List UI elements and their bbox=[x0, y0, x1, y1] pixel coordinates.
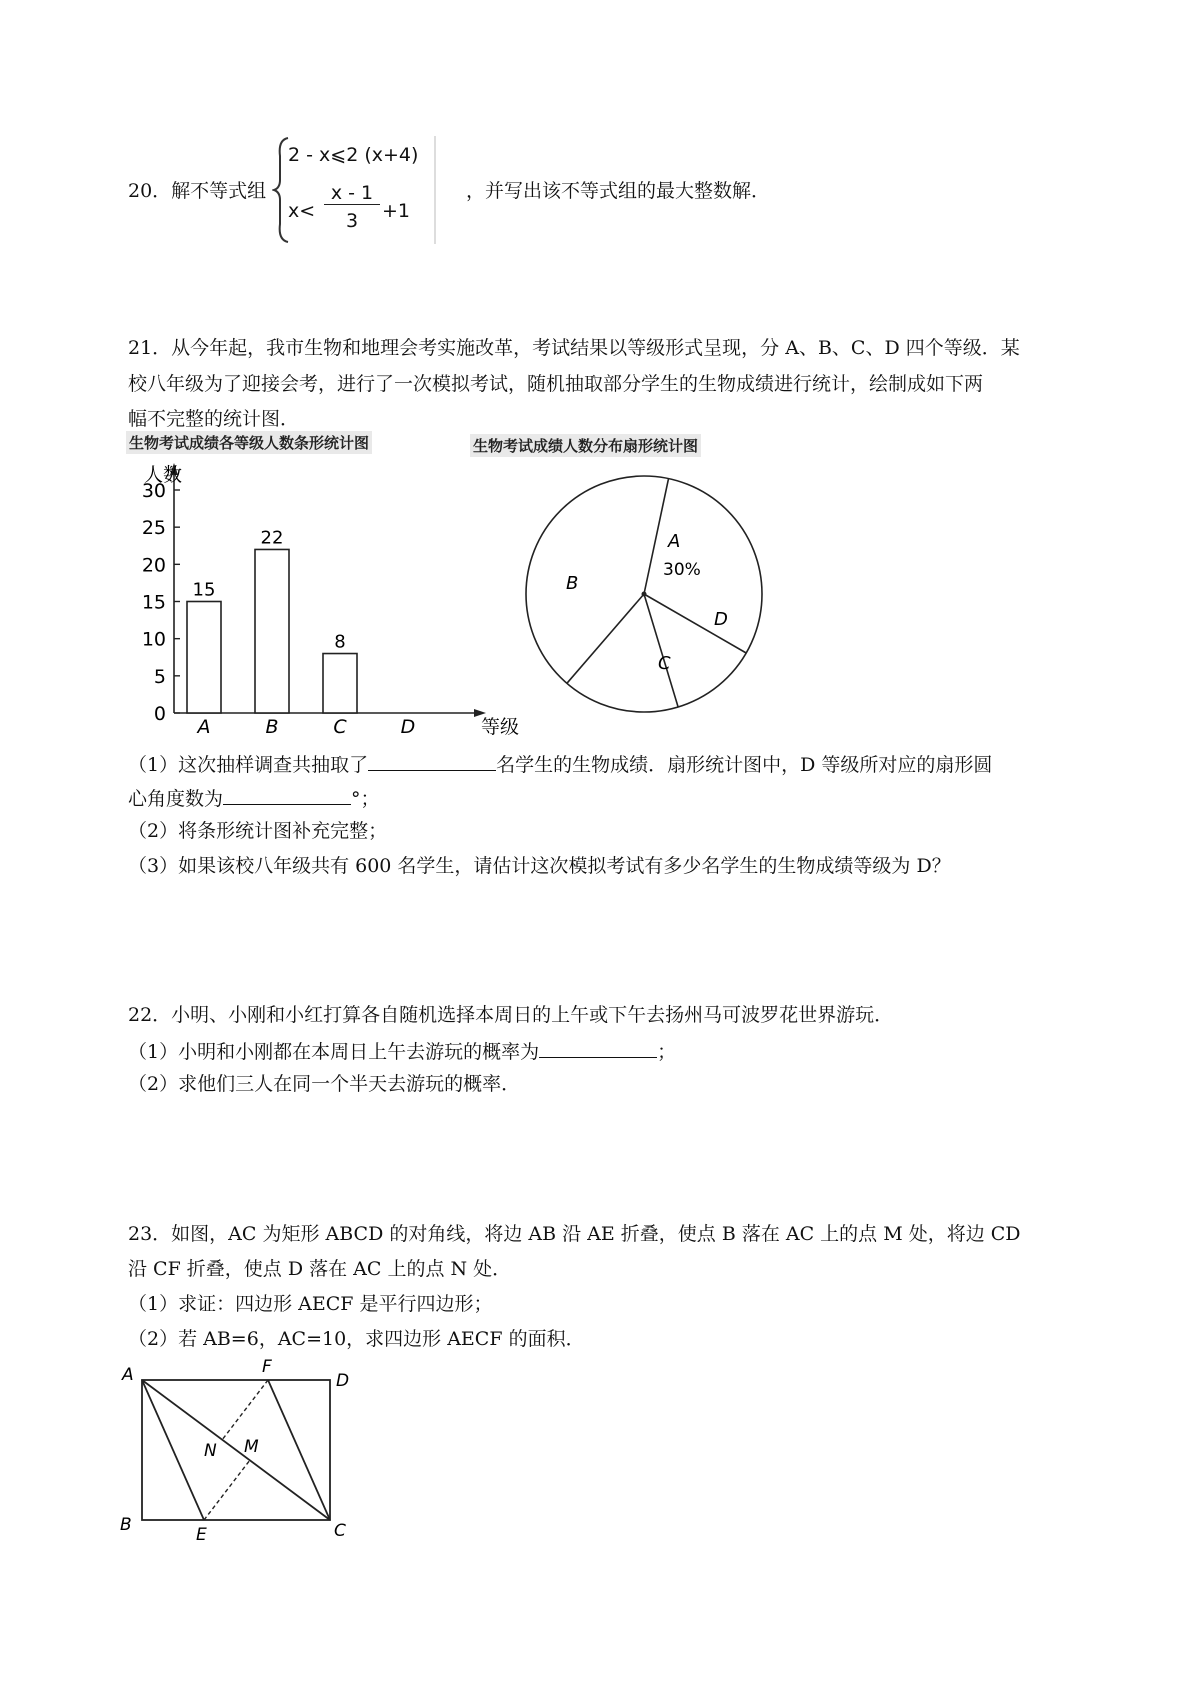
x-category-label-b: B bbox=[265, 716, 279, 738]
label-n: N bbox=[204, 1441, 217, 1461]
fold-line-ae bbox=[142, 1380, 204, 1520]
x-category-label-d: D bbox=[400, 716, 416, 738]
inequality-system bbox=[272, 136, 457, 244]
q22-sub1-part-b: ； bbox=[657, 1041, 677, 1063]
label-a: A bbox=[122, 1365, 134, 1385]
q21-sub2: （2）将条形统计图补充完整； bbox=[128, 820, 388, 842]
pie-chart bbox=[520, 470, 770, 730]
q21-sub1-part-d: °； bbox=[351, 788, 380, 810]
label-b: B bbox=[120, 1515, 132, 1535]
q21-sub3: （3）如果该校八年级共有 600 名学生，请估计这次模拟考试有多少名学生的生物成绩等级为 D？ bbox=[128, 855, 951, 877]
y-tick-label: 5 bbox=[153, 665, 166, 688]
bar-c bbox=[323, 654, 357, 713]
q20-suffix: ，并写出该不等式组的最大整数解． bbox=[466, 180, 771, 202]
label-e: E bbox=[196, 1525, 207, 1545]
pie-label-d: D bbox=[714, 609, 728, 630]
y-axis-label: 人数 bbox=[144, 464, 183, 486]
q21-line-1: 21．从今年起，我市生物和地理会考实施改革，考试结果以等级形式呈现，分 A、B、C、D 四个等级．某 bbox=[128, 337, 1020, 359]
pie-annotation-a: 30% bbox=[663, 560, 701, 580]
bar-a bbox=[187, 602, 221, 714]
y-tick-label: 10 bbox=[141, 628, 166, 651]
fraction-denominator: 3 bbox=[345, 210, 359, 232]
label-d: D bbox=[336, 1371, 350, 1391]
dashed-fn bbox=[222, 1380, 268, 1440]
y-tick-label: 15 bbox=[141, 591, 166, 614]
label-c: C bbox=[334, 1521, 346, 1541]
pie-chart-title: 生物考试成绩人数分布扇形统计图 bbox=[470, 434, 701, 457]
q21-sub1-line-1 bbox=[128, 750, 992, 778]
q21-line-2: 校八年级为了迎接会考，进行了一次模拟考试，随机抽取部分学生的生物成绩进行统计，绘制成如下两 bbox=[128, 373, 984, 395]
bar-b bbox=[255, 549, 289, 713]
q21-sub1-line-2 bbox=[128, 784, 380, 812]
y-tick-label: 20 bbox=[141, 554, 166, 577]
y-tick-label: 0 bbox=[153, 703, 166, 725]
q20-prefix: 20．解不等式组 bbox=[128, 180, 267, 202]
label-f: F bbox=[262, 1358, 272, 1377]
q22-sub1-part-a: （1）小明和小刚都在本周日上午去游玩的概率为 bbox=[128, 1041, 540, 1063]
diagonal-ac bbox=[142, 1380, 330, 1520]
fold-line-cf bbox=[268, 1380, 330, 1520]
bar-value-label-c: 8 bbox=[334, 631, 346, 653]
q22-sub1 bbox=[128, 1037, 676, 1065]
q23-line-2: 沿 CF 折叠，使点 D 落在 AC 上的点 N 处． bbox=[128, 1258, 512, 1280]
q21-sub1-part-c: 心角度数为 bbox=[128, 788, 224, 810]
rectangle-figure bbox=[120, 1358, 380, 1548]
answer-blank-angle[interactable] bbox=[223, 784, 351, 805]
q23-line-1: 23．如图，AC 为矩形 ABCD 的对角线，将边 AB 沿 AE 折叠，使点 B 落在 AC 上的点 M 处，将边 CD bbox=[128, 1223, 1021, 1245]
answer-blank-probability[interactable] bbox=[539, 1037, 657, 1058]
pie-label-a: A bbox=[668, 531, 681, 552]
dashed-em bbox=[204, 1460, 250, 1520]
bar-chart bbox=[126, 455, 526, 740]
y-tick-label: 25 bbox=[141, 517, 166, 540]
x-axis-label: 等级 bbox=[481, 716, 520, 738]
label-m: M bbox=[244, 1437, 259, 1457]
q21-sub1-part-a: （1）这次抽样调查共抽取了 bbox=[128, 754, 369, 776]
q23-sub1: （1）求证：四边形 AECF 是平行四边形； bbox=[128, 1293, 493, 1315]
q21-sub1-part-b: 名学生的生物成绩．扇形统计图中，D 等级所对应的扇形圆 bbox=[496, 754, 993, 776]
q21-line-3: 幅不完整的统计图． bbox=[128, 408, 300, 430]
image-edge bbox=[434, 136, 436, 244]
pie-slice-boundary-b bbox=[567, 594, 644, 683]
pie-label-c: C bbox=[658, 653, 671, 674]
x-category-label-c: C bbox=[333, 716, 347, 738]
y-tick-label: 30 bbox=[141, 480, 166, 502]
inequality-2-lhs: x< bbox=[288, 200, 316, 222]
q23-sub2: （2）若 AB=6，AC=10，求四边形 AECF 的面积． bbox=[128, 1328, 585, 1350]
inequality-2-tail: +1 bbox=[382, 200, 411, 222]
q22-sub2: （2）求他们三人在同一个半天去游玩的概率． bbox=[128, 1073, 521, 1095]
q22-line-1: 22．小明、小刚和小红打算各自随机选择本周日的上午或下午去扬州马可波罗花世界游玩． bbox=[128, 1004, 894, 1026]
pie-center bbox=[642, 592, 647, 597]
inequality-1: 2 - x⩽2 (x+4) bbox=[288, 144, 419, 166]
answer-blank-count[interactable] bbox=[368, 750, 496, 771]
bar-value-label-b: 22 bbox=[260, 527, 284, 549]
fraction-numerator: x - 1 bbox=[324, 182, 380, 205]
x-category-label-a: A bbox=[197, 716, 211, 738]
pie-label-b: B bbox=[566, 573, 579, 594]
bar-chart-title: 生物考试成绩各等级人数条形统计图 bbox=[126, 431, 372, 454]
bar-value-label-a: 15 bbox=[192, 579, 216, 601]
